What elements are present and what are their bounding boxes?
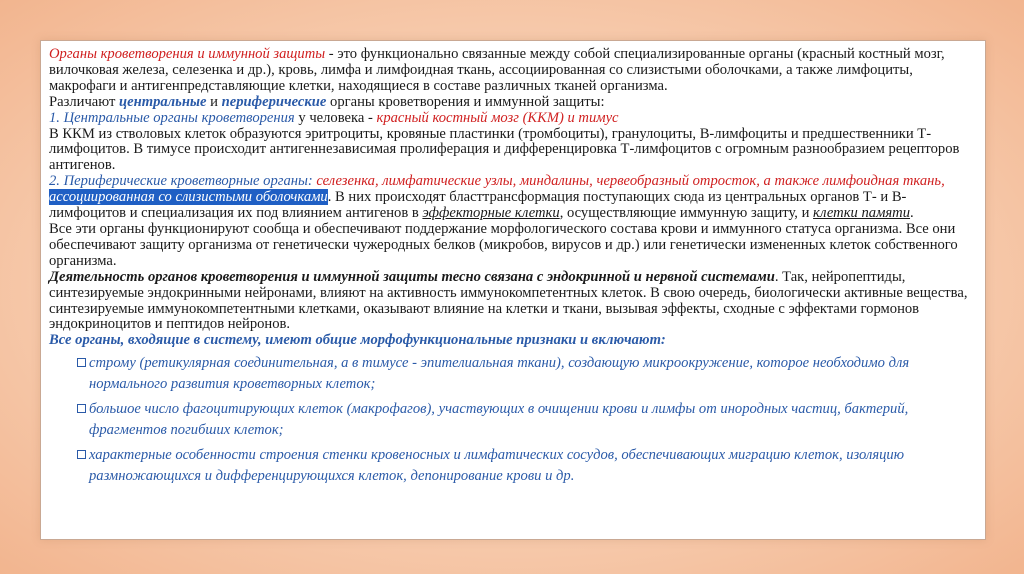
paragraph-functions: Все эти органы функционируют сообща и обеспечивают поддержание морфологического состава крови и иммунного статуса организма. Все они обеспечивают защиту организма от генетически чужеродных белков (микробов, вирусов и др.) или генетически измененных клеток собственного организма. — [49, 220, 958, 269]
memory-cells-link[interactable]: клетки памяти — [813, 205, 911, 222]
paragraph-central-organs — [49, 111, 977, 127]
list-item — [49, 399, 977, 441]
list-item-text: большое число фагоцитирующих клеток (макрофагов), участвующих в очищении крови и лимфы от инородных частиц, бактерий, фрагментов погибших клеток; — [89, 401, 909, 439]
paragraph-features-heading: Все органы, входящие в систему, имеют общие морфофункциональные признаки и включают: — [49, 332, 666, 349]
definition-term: Органы кроветворения и иммунной защиты — [49, 46, 326, 62]
peripheral-organs-heading: 2. Периферические кроветворные органы: — [49, 173, 317, 190]
central-organs-mid: у человека - — [294, 109, 377, 126]
peripheral-text-1: . В них происходят бласттрансформация поступающих сюда из центральных органов Т- и В-лимфоцитов и специализация их под влиянием антигенов в — [49, 189, 907, 222]
checkbox-bullet-icon — [77, 450, 86, 459]
paragraph-definition — [49, 47, 977, 95]
central-term: центральные — [119, 93, 207, 110]
checkbox-bullet-icon — [77, 358, 86, 367]
slide-text — [49, 47, 977, 491]
peripheral-text-2: , осуществляющие иммунную защиту, и — [559, 205, 814, 222]
activity-heading: Деятельность органов кроветворения и иммунной защиты тесно связана с эндокринной и нервной системами — [49, 268, 775, 285]
distinguish-and: и — [206, 93, 222, 110]
paragraph-activity — [49, 270, 977, 334]
central-organs-list: красный костный мозг (ККМ) и тимус — [376, 109, 619, 126]
list-item — [49, 445, 977, 487]
checkbox-bullet-icon — [77, 404, 86, 413]
peripheral-text-3: . — [910, 205, 914, 222]
peripheral-organs-list: селезенка, лимфатические узлы, миндалины, червеобразный отросток, а также лимфоидная ткань, — [316, 173, 945, 190]
list-item-text: характерные особенности строения стенки кровеносных и лимфатических сосудов, обеспечивающих миграцию клеток, изоляцию размножающихся и дифференцирующихся клеток, депонирование крови и др. — [89, 447, 905, 485]
activity-text: . Так, нейропептиды, синтезируемые эндокринными нейронами, влияют на активность иммунокомпетентных клеток. В свою очередь, биологически активные вещества, синтезируемые иммунокомпетентными клетками, оказывают влияние на клетки и ткани, вызывая эффекты, сходные с эффектами гормонов эндокриноцитов и пептидов нейронов. — [49, 268, 968, 333]
paragraph-kkm: В ККМ из стволовых клеток образуются эритроциты, кровяные пластинки (тромбоциты), гранулоциты, В-лимфоциты и предшественники Т-лимфоцитов. В тимусе происходит антигеннезависимая пролиферация и дифференцировка Т-лимфоцитов с огромным разнообразием рецепторов антигенов. — [49, 125, 960, 174]
distinguish-tail: органы кроветворения и иммунной защиты: — [326, 93, 605, 110]
list-item — [49, 353, 977, 395]
paragraph-distinguish — [49, 95, 977, 111]
list-item-text: строму (ретикулярная соединительная, а в тимусе - эпителиальная ткани), создающую микроокружение, которое необходимо для нормального развития кроветворных клеток; — [89, 355, 910, 393]
features-list — [49, 353, 977, 487]
effector-cells-link[interactable]: эффекторные клетки — [422, 205, 560, 222]
distinguish-lead: Различают — [49, 93, 120, 110]
peripheral-term: периферические — [221, 93, 327, 110]
highlighted-phrase: ассоциированная со слизистыми оболочками — [49, 189, 328, 206]
central-organs-heading: 1. Центральные органы кроветворения — [49, 109, 295, 126]
slide-card — [40, 40, 986, 540]
paragraph-peripheral-organs — [49, 174, 977, 222]
definition-text: - это функционально связанные между собой специализированные органы (красный костный мозг, вилочковая железа, селезенка и др.), кровь, лимфа и лимфоидная ткань, ассоциированная со слизистыми оболочками, а также лимфоциты, макрофаги и антигенпредставляющие клетки, находящиеся в составе различных тканей организма. — [49, 46, 945, 94]
